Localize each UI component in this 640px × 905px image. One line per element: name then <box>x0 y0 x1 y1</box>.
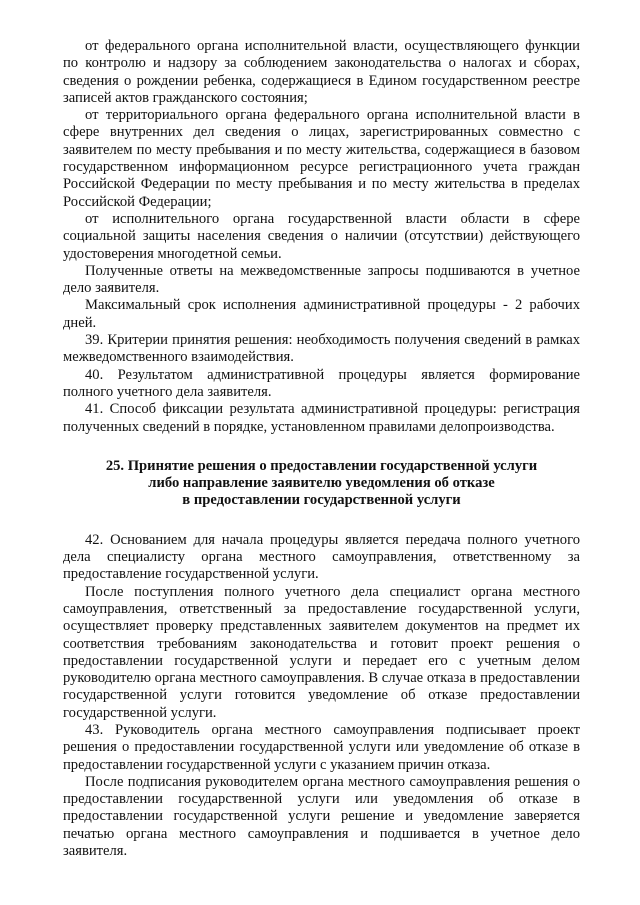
paragraph-responses-filed: Полученные ответы на межведомственные запросы подшиваются в учетное дело заявителя. <box>63 262 580 297</box>
paragraph-federal-tax-authority: от федерального органа исполнительной власти, осуществляющего функции по контролю и надзору за соблюдением законодательства о налогах и сборах, сведения о рождении ребенка, содержащиеся в Едином государственном реестре записей актов гражданского состояния; <box>63 38 580 106</box>
paragraph-clause-39: 39. Критерии принятия решения: необходимость получения сведений в рамках межведомственного взаимодействия. <box>63 332 580 366</box>
section-heading-line-3: в предоставлении государственной услуги <box>182 492 461 509</box>
paragraph-clause-42: 42. Основанием для начала процедуры является передача полного учетного дела специалисту органа местного самоуправления, ответственному за предоставление государственной услуги. <box>63 531 580 583</box>
paragraph-clause-43: 43. Руководитель органа местного самоуправления подписывает проект решения о предоставлении государственной услуги или уведомление об отказе в предоставлении государственной услуги с указанием причин отказа. <box>63 721 580 773</box>
document-page <box>63 38 580 860</box>
paragraph-clause-40: 40. Результатом административной процедуры является формирование полного учетного дела заявителя. <box>63 366 580 400</box>
section-heading <box>63 458 580 510</box>
paragraph-specialist-review: После поступления полного учетного дела специалист органа местного самоуправления, ответственный за предоставление государственной услуги, осуществляет проверку представленных заявителем документов на предмет их соответствия требованиям законодательства и готовит проект решения о предоставлении государственной услуги и передает его с учетным делом руководителю органа местного самоуправления. В случае отказа в предоставлении государственной услуги готовится уведомление об отказе предоставлении государственной услуги. <box>63 583 580 721</box>
paragraph-social-protection-authority: от исполнительного органа государственной власти области в сфере социальной защиты населения сведения о наличии (отсутствии) действующего удостоверения многодетной семьи. <box>63 210 580 262</box>
section-heading-line-1: 25. Принятие решения о предоставлении государственной услуги <box>105 457 538 474</box>
paragraph-internal-affairs-authority: от территориального органа федерального органа исполнительной власти в сфере внутренних дел сведения о лицах, зарегистрированных совместно с заявителем по месту пребывания и по месту жительства, содержащиеся в базовом государственном информационном ресурсе регистрационного учета граждан Российской Федерации по месту пребывания и по месту жительства в пределах Российской Федерации; <box>63 107 580 210</box>
paragraph-after-signing: После подписания руководителем органа местного самоуправления решения о предоставлении государственной услуги или уведомления об отказе в предоставлении государственной услуги решение и уведомление заверяется печатью органа местного самоуправления и подшивается в учетное дело заявителя. <box>63 773 580 860</box>
paragraph-max-duration: Максимальный срок исполнения административной процедуры - 2 рабочих дней. <box>63 297 580 331</box>
paragraph-clause-41: 41. Способ фиксации результата административной процедуры: регистрация полученных сведений в порядке, установленном правилами делопроизводства. <box>63 401 580 435</box>
section-heading-line-2: либо направление заявителю уведомления об отказе <box>148 475 495 492</box>
